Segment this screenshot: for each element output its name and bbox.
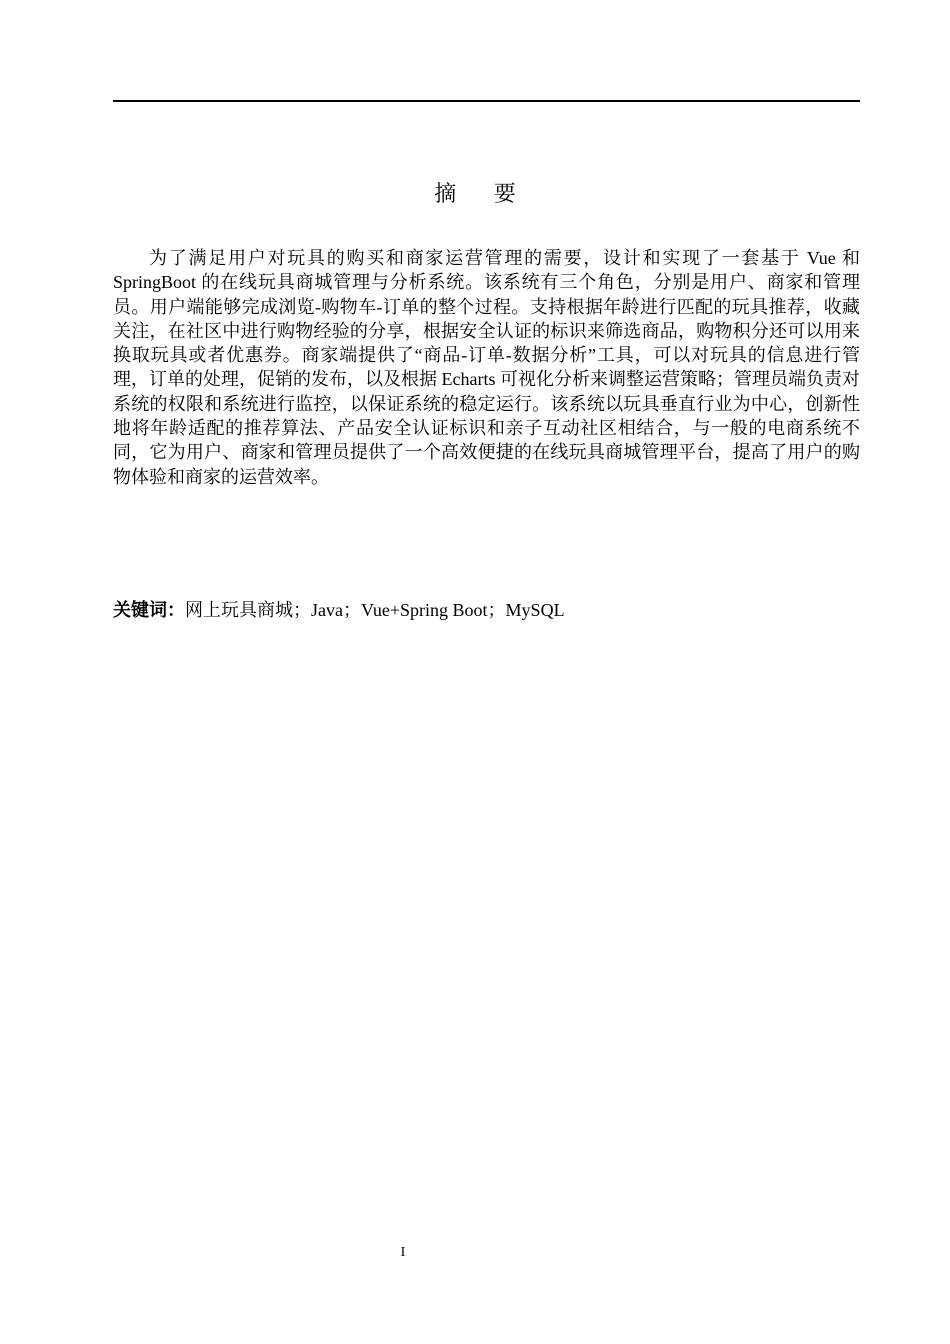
keywords-text: 网上玩具商城；Java；Vue+Spring Boot；MySQL — [185, 600, 565, 620]
abstract-body: 为了满足用户对玩具的购买和商家运营管理的需要，设计和实现了一套基于 Vue 和 SpringBoot 的在线玩具商城管理与分析系统。该系统有三个角色，分别是用户、商家和管理员。用户端能够完成浏览-购物车-订单的整个过程。支持根据年龄进行匹配的玩具推荐，收藏关注，在社区中进行购物经验的分享，根据安全认证的标识来筛选商品，购物积分还可以用来换取玩具或者优惠券。商家端提供了“商品-订单-数据分析”工具，可以对玩具的信息进行管理，订单的处理，促销的发布，以及根据 Echarts 可视化分析来调整运营策略；管理员端负责对系统的权限和系统进行监控，以保证系统的稳定运行。该系统以玩具垂直行业为中心，创新性地将年龄适配的推荐算法、产品安全认证标识和亲子互动社区相结合，与一般的电商系统不同，它为用户、商家和管理员提供了一个高效便捷的在线玩具商城管理平台，提高了用户的购物体验和商家的运营效率。 — [113, 248, 860, 487]
keywords-line — [113, 598, 860, 622]
page-number: I — [400, 1245, 406, 1260]
keywords-label: 关键词： — [113, 600, 185, 620]
header-rule — [113, 100, 860, 102]
abstract-title: 摘 要 — [434, 181, 532, 206]
